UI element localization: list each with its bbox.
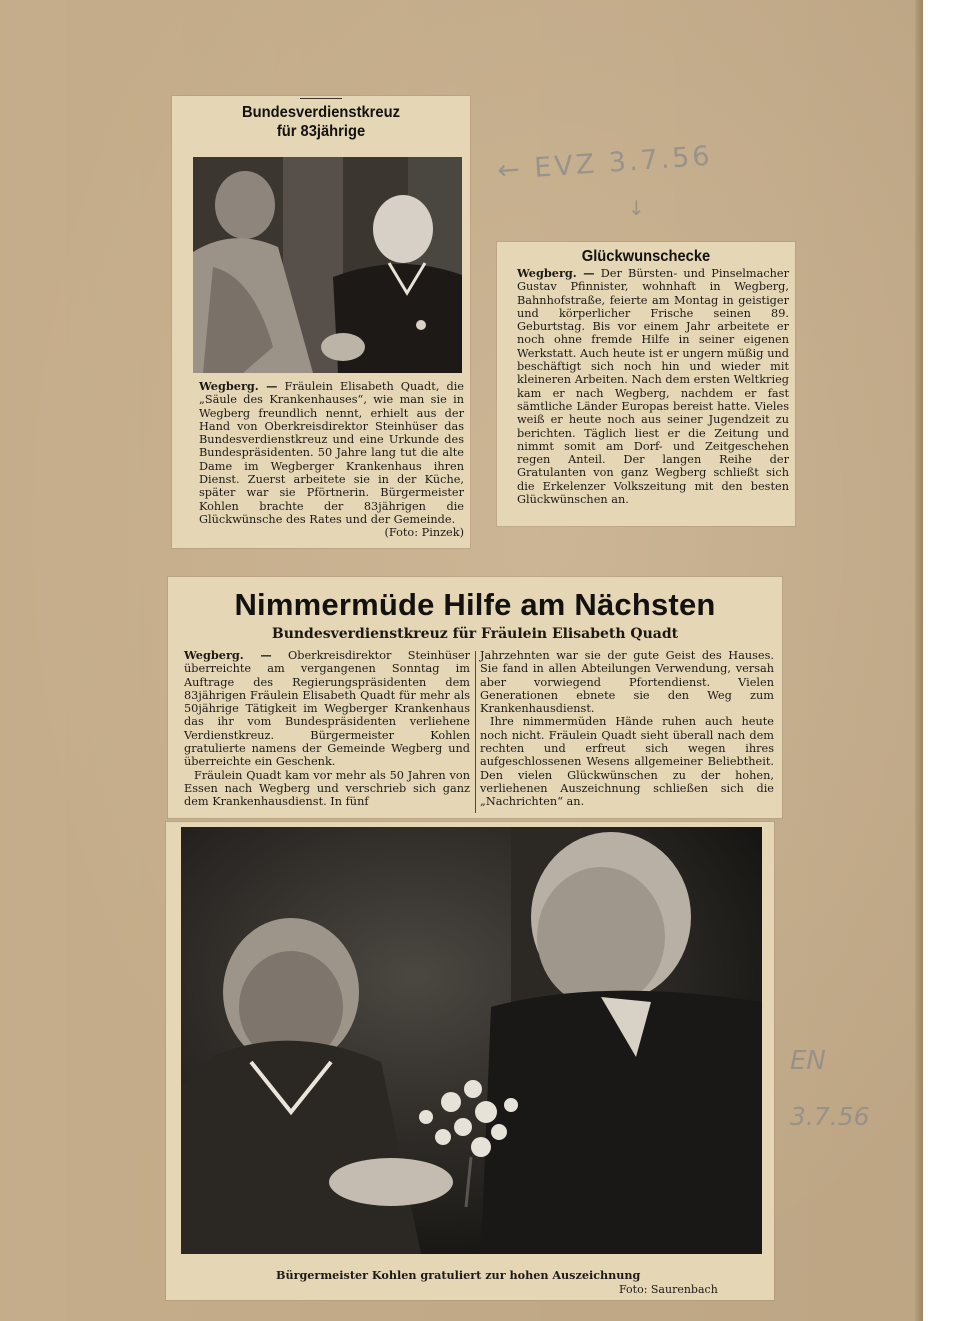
small-article-credit: (Foto: Pinzek) [384, 526, 464, 540]
main-column-2-paragraph-1: Jahrzehnten war sie der gute Geist des Hauses. Sie fand in allen Abteilungen Verwendung, versah aber vorwiegend Pfortendienst. Vielen Generationen ebnete sie den Weg zum Krankenhausdienst. [480, 649, 774, 716]
small-article-body: Fräulein Elisabeth Quadt, die „Säule des Krankenhauses“, wie man sie in Wegberg freundlich nennt, erhielt aus der Hand von Oberkreisdirektor Steinhüser das Bundesverdienstkreuz und eine Urkunde des Bundespräsidenten. 50 Jahre lang tut die alte Dame im Wegberger Krankenhaus ihren Dienst. Zuerst arbeitete sie in der Küche, später war sie Pförtnerin. Bürgermeister Kohlen brachte der 83jährigen die Glückwünsche des Rates und der Gemeinde. [199, 380, 464, 526]
pencil-note-top: ← EVZ 3.7.56 [496, 140, 714, 187]
clipping-photo [166, 822, 774, 1300]
small-article-text [199, 380, 464, 540]
main-column-1-paragraph-2: Fräulein Quadt kam vor mehr als 50 Jahren von Essen nach Wegberg und verschrieb sich ganz dem Krankenhausdienst. In fünf [184, 768, 470, 809]
main-headline: Nimmermüde Hilfe am Nächsten [234, 587, 716, 622]
clipping-award-small [172, 96, 470, 548]
pencil-note-side-1: EN [790, 1046, 826, 1076]
clipping-congratulations [497, 242, 795, 526]
photo-handshake [193, 157, 462, 373]
main-column-1 [184, 649, 470, 809]
small-article-place: Wegberg. — [199, 379, 278, 393]
handshake-photo-illustration [193, 157, 462, 373]
clipping-main-article [168, 577, 782, 818]
photo-credit: Foto: Saurenbach [619, 1283, 718, 1296]
congrats-article-body: Der Bürsten- und Pinselmacher Gustav Pfinnister, wohnhaft in Wegberg, Bahnhofstraße, feierte am Montag in geistiger und körperlicher Frische seinen 89. Geburtstag. Bis vor einem Jahr arbeitete er noch ohne fremde Hilfe in seiner eigenen Werkstatt. Auch heute ist er ungern müßig und beschäftigt sich noch hin und wieder mit kleineren Arbeiten. Nach dem ersten Weltkrieg kam er nach Wegberg, nachdem er fast sämtliche Länder Europas bereist hatte. Vieles weiß er heute noch aus seiner Jugendzeit zu berichten. Täglich liest er die Zeitung und nimmt somit am Dorf- und Zeitgeschehen regen Anteil. Der langen Reihe der Gratulanten von ganz Wegberg schließt sich die Erkelenzer Volkszeitung mit den besten Glückwünschen an. [517, 267, 790, 507]
pencil-note-side-2: 3.7.56 [790, 1102, 870, 1131]
main-subheadline: Bundesverdienstkreuz für Fräulein Elisabeth Quadt [271, 626, 679, 642]
pencil-arrow-down: ↓ [628, 196, 645, 220]
photo-caption: Bürgermeister Kohlen gratuliert zur hohen Auszeichnung [276, 1268, 641, 1282]
main-column-2 [480, 649, 774, 809]
mayor-congratulates-photo-illustration [181, 827, 762, 1254]
headline-congrats: Glückwunschecke [581, 248, 711, 265]
main-article-place: Wegberg. — [184, 648, 272, 662]
photo-mayor-congratulates [181, 827, 762, 1254]
page-edge [915, 0, 923, 1321]
column-divider [475, 651, 476, 813]
headline-small-line1: Bundesverdienstkreuz [242, 104, 400, 121]
main-column-1-paragraph-1: Oberkreisdirektor Steinhüser überreichte am vergangenen Sonntag im Auftrage des Regierungspräsidenten dem 83jährigen Fräulein Elisabeth Quadt für mehr als 50jährige Tätigkeit im Wegberger Krankenhaus das ihr vom Bundespräsidenten verliehene Verdienstkreuz. Bürgermeister Kohlen gratulierte namens der Gemeinde Wegberg und überreichte ein Geschenk. [184, 649, 471, 769]
main-column-2-paragraph-2: Ihre nimmermüden Hände ruhen auch heute noch nicht. Fräulein Quadt sieht überall nach dem rechten und erfreut sich wegen ihres aufgeschlossenen Wesens allgemeiner Beliebtheit. Den vielen Glückwünschen zu der hohen, verliehenen Auszeichnung schließen sich die „Nachrichten“ an. [480, 715, 774, 809]
congrats-article-place: Wegberg. — [517, 266, 595, 280]
congrats-article-text [517, 267, 789, 506]
headline-small-line2: für 83jährige [276, 123, 366, 140]
